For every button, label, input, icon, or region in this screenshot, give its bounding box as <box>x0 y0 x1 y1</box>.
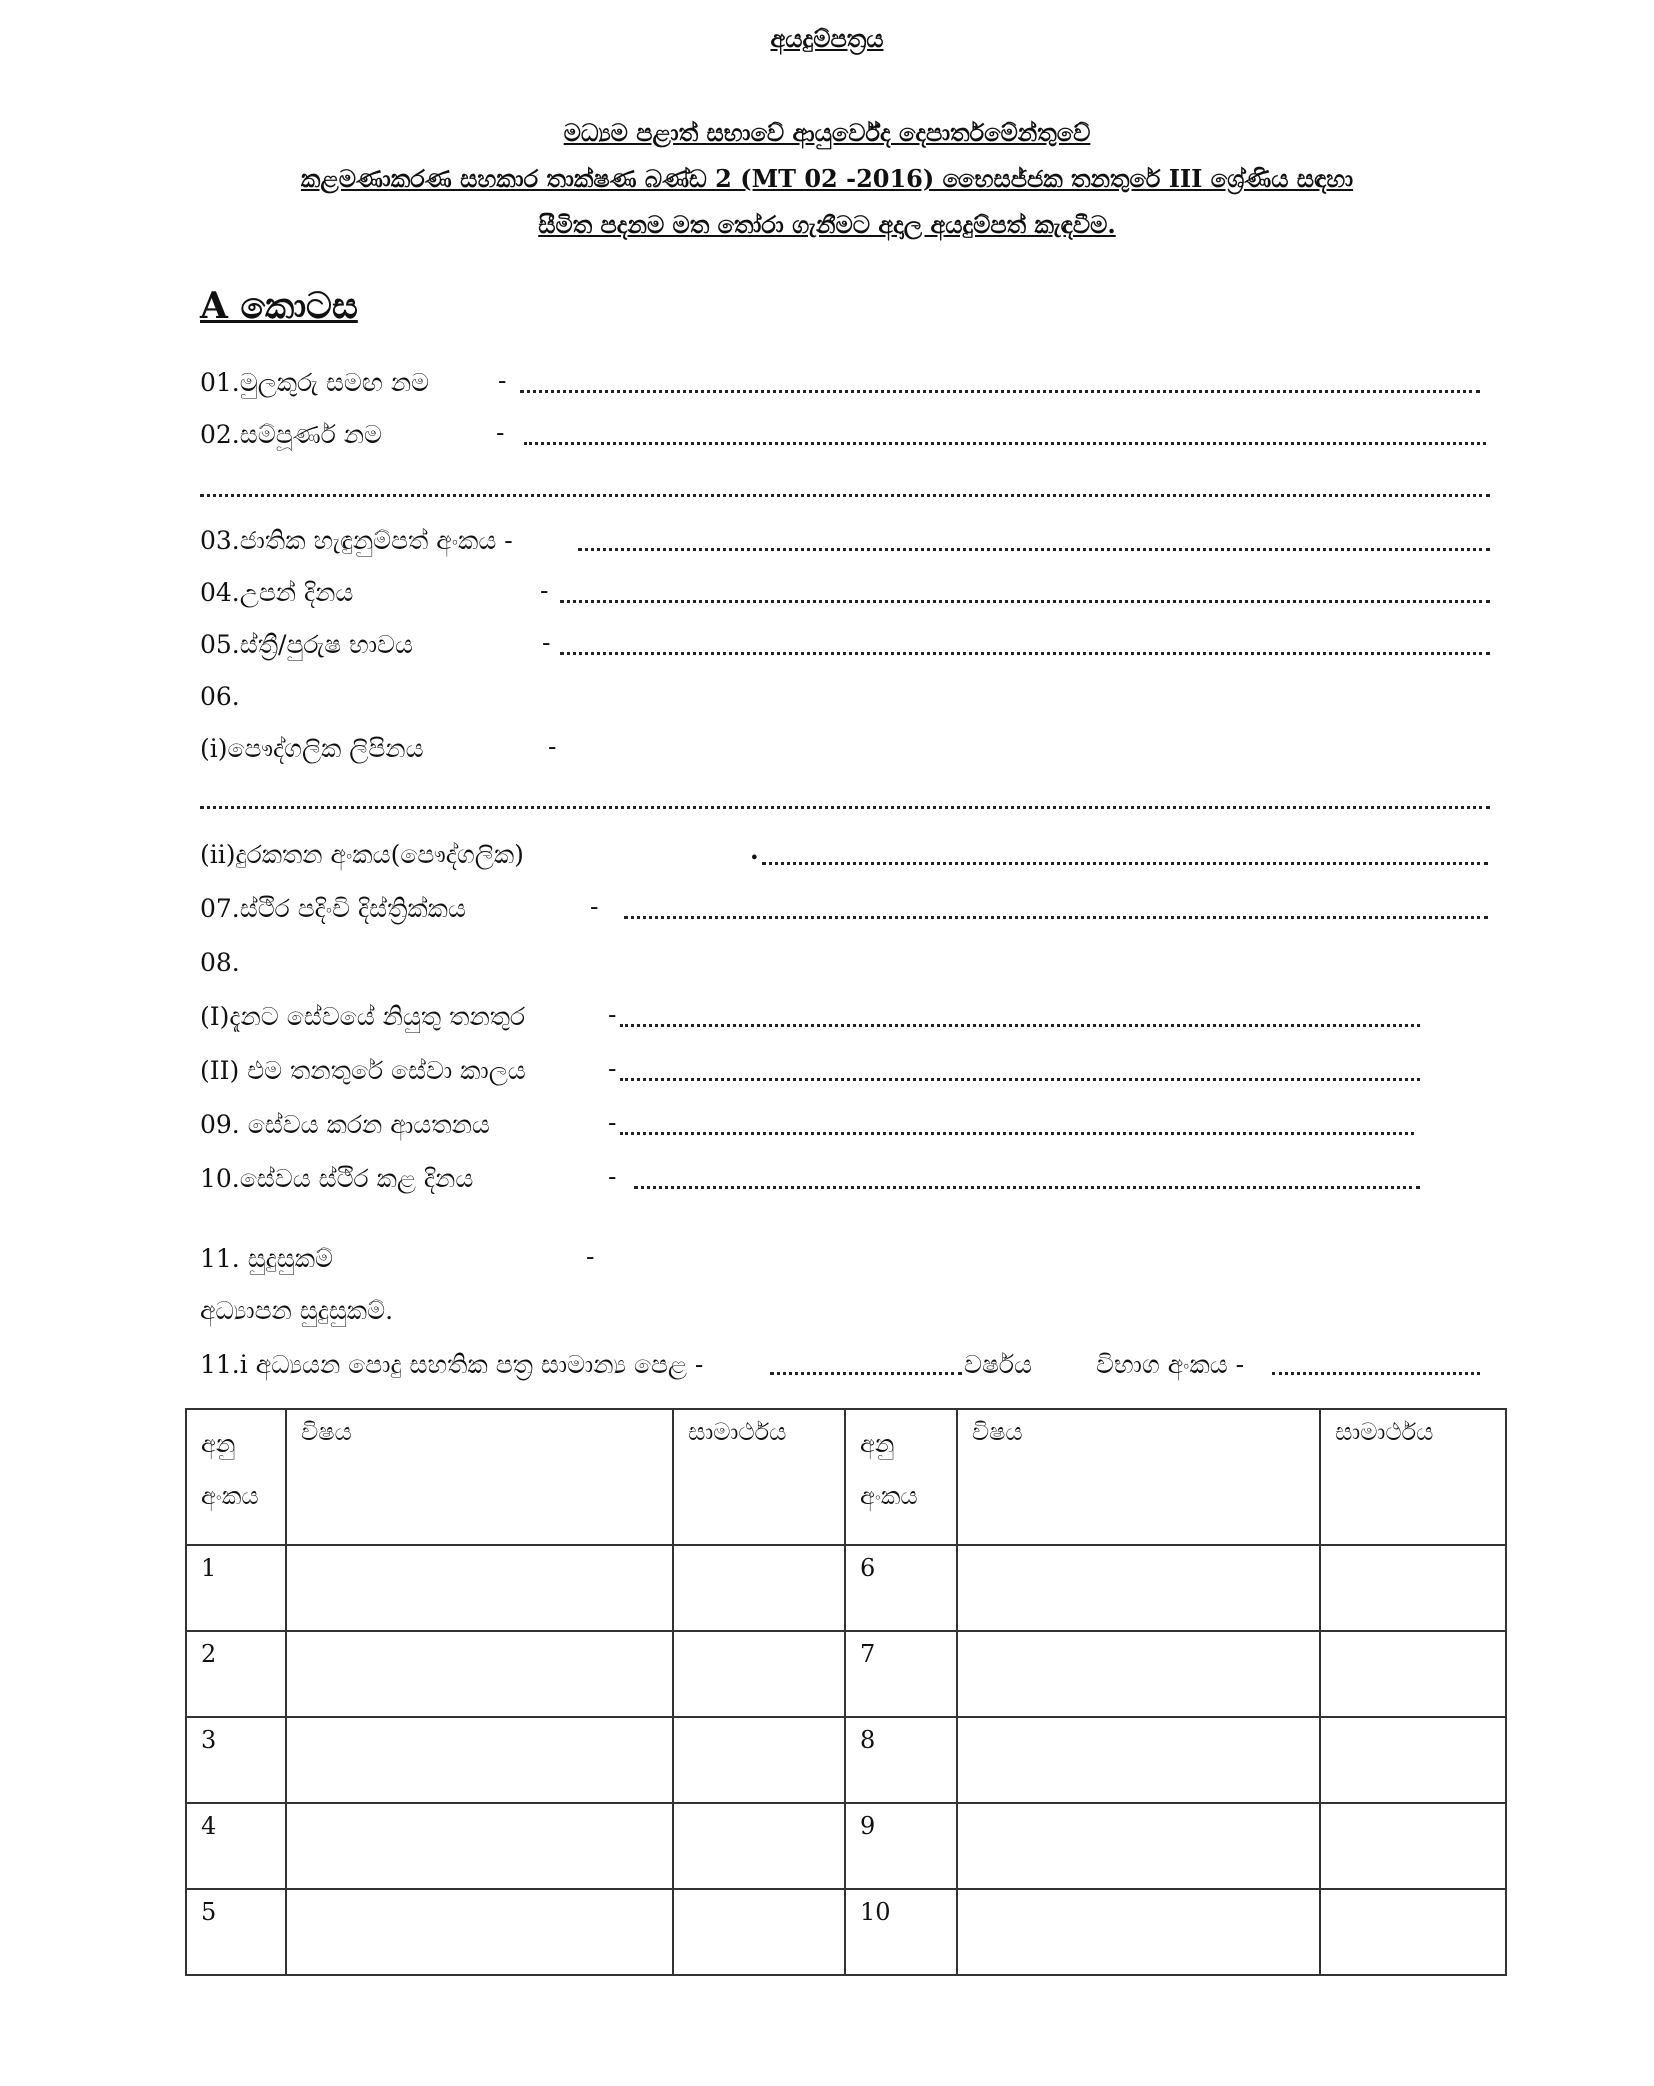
section-a-title: A කොටස <box>200 285 358 327</box>
year-input[interactable] <box>770 1372 962 1375</box>
field-09-input[interactable] <box>620 1132 1414 1135</box>
dash: - <box>608 1054 617 1083</box>
field-08i-input[interactable] <box>620 1024 1420 1027</box>
subject-cell[interactable] <box>957 1631 1320 1717</box>
table-row <box>186 1545 1506 1631</box>
row-number: 10 <box>845 1889 957 1975</box>
row-number: 9 <box>845 1803 957 1889</box>
dot-lead: . <box>750 836 759 865</box>
field-04-label: 04.උපන් දිනය <box>200 578 354 607</box>
col-header-grade: සාමාර්ථය <box>673 1409 845 1545</box>
subject-cell[interactable] <box>957 1803 1320 1889</box>
col-header-grade: සාමාර්ථය <box>1320 1409 1506 1545</box>
subject-cell[interactable] <box>286 1631 673 1717</box>
dash: - <box>496 418 505 447</box>
field-08ii-input[interactable] <box>620 1078 1420 1081</box>
field-10-input[interactable] <box>634 1186 1420 1189</box>
row-number: 2 <box>186 1631 286 1717</box>
subject-cell[interactable] <box>957 1889 1320 1975</box>
field-02-input-cont[interactable] <box>200 494 1490 497</box>
col-header-no: අනු අංකය <box>186 1409 286 1545</box>
field-06ii-input[interactable] <box>762 862 1488 865</box>
dash: - <box>586 1242 595 1271</box>
table-row <box>186 1631 1506 1717</box>
row-number: 3 <box>186 1717 286 1803</box>
header-line-1: මධ්‍යම පළාත් සභාවේ ආයුර්වේද දෙපාර්තමේන්තුවේ <box>563 118 1091 147</box>
field-08i-label: (I)දැනට සේවයේ නියුතු තනතුර <box>200 1002 526 1031</box>
results-table <box>185 1408 1507 1976</box>
grade-cell[interactable] <box>673 1803 845 1889</box>
field-11-label: 11. සුදුසුකම් <box>200 1244 334 1273</box>
field-08ii-label: (II) එම තනතුරේ සේවා කාලය <box>200 1056 526 1085</box>
field-07-input[interactable] <box>624 916 1488 919</box>
field-01-input[interactable] <box>520 390 1480 393</box>
row-number: 5 <box>186 1889 286 1975</box>
field-06i-input[interactable] <box>200 806 1490 809</box>
subject-cell[interactable] <box>957 1545 1320 1631</box>
form-title: අයදුම්පත්‍රය <box>770 24 884 53</box>
field-06i-label: (i)පෞද්ගලික ලිපිනය <box>200 734 424 763</box>
table-header-row <box>186 1409 1506 1545</box>
field-02-input[interactable] <box>524 442 1486 445</box>
dash: - <box>540 576 549 605</box>
exam-no-input[interactable] <box>1272 1372 1480 1375</box>
grade-cell[interactable] <box>1320 1631 1506 1717</box>
dash: - <box>608 1162 617 1191</box>
field-11-sub: අධ්‍යාපන සුදුසුකම්. <box>200 1296 394 1325</box>
dash: - <box>498 366 507 395</box>
subject-cell[interactable] <box>286 1803 673 1889</box>
field-10-label: 10.සේවය ස්ථිර කළ දිනය <box>200 1164 474 1193</box>
header-line-3: සීමිත පදනම මත තෝරා ගැනීමට අදාල අයදුම්පත් කැඳවීම. <box>538 210 1116 239</box>
field-03-label: 03.ජාතික හැඳුනුම්පත් අංකය - <box>200 526 513 555</box>
field-01-label: 01.මුලකුරු සමඟ නම <box>200 368 430 397</box>
exam-no-label: විභාග අංකය - <box>1096 1350 1245 1379</box>
field-09-label: 09. සේවය කරන ආයතනය <box>200 1110 490 1139</box>
row-number: 6 <box>845 1545 957 1631</box>
year-label: වර්ෂය <box>964 1350 1032 1379</box>
row-number: 7 <box>845 1631 957 1717</box>
field-05-input[interactable] <box>560 652 1490 655</box>
field-11i-label: 11.i අධ්‍යයන පොදු සහතික පත්‍ර සාමාන්‍ය පෙළ - <box>200 1350 704 1379</box>
field-06ii-label: (ii)දුරකතන අංකය(පෞද්ගලික) <box>200 840 524 869</box>
field-06-label: 06. <box>200 682 240 711</box>
grade-cell[interactable] <box>673 1545 845 1631</box>
grade-cell[interactable] <box>1320 1545 1506 1631</box>
header-line-2: කළමණාකරණ සහකාර තාක්ෂණ බණ්ඩ 2 (MT 02 -2016) භෛසජ්ජක තනතුරේ III ශ්‍රේණිය සඳහා <box>300 164 1354 193</box>
row-number: 1 <box>186 1545 286 1631</box>
row-number: 8 <box>845 1717 957 1803</box>
table-row <box>186 1803 1506 1889</box>
field-04-input[interactable] <box>560 600 1490 603</box>
subject-cell[interactable] <box>957 1717 1320 1803</box>
table-row <box>186 1717 1506 1803</box>
dash: - <box>608 1000 617 1029</box>
dash: - <box>608 1108 617 1137</box>
field-05-label: 05.ස්ත්‍රී/පුරුෂ භාවය <box>200 630 414 659</box>
grade-cell[interactable] <box>1320 1803 1506 1889</box>
subject-cell[interactable] <box>286 1717 673 1803</box>
grade-cell[interactable] <box>673 1717 845 1803</box>
subject-cell[interactable] <box>286 1889 673 1975</box>
grade-cell[interactable] <box>1320 1717 1506 1803</box>
field-02-label: 02.සම්පූර්ණ නම <box>200 420 383 449</box>
col-header-no: අනු අංකය <box>845 1409 957 1545</box>
field-08-label: 08. <box>200 948 240 977</box>
dash: - <box>542 628 551 657</box>
field-07-label: 07.ස්ථිර පදිංචි දිස්ත්‍රික්කය <box>200 894 466 923</box>
subject-cell[interactable] <box>286 1545 673 1631</box>
grade-cell[interactable] <box>673 1889 845 1975</box>
grade-cell[interactable] <box>1320 1889 1506 1975</box>
dash: - <box>548 732 557 761</box>
col-header-subject: විෂය <box>286 1409 673 1545</box>
grade-cell[interactable] <box>673 1631 845 1717</box>
dash: - <box>590 892 599 921</box>
field-03-input[interactable] <box>578 548 1490 551</box>
table-row <box>186 1889 1506 1975</box>
col-header-subject: විෂය <box>957 1409 1320 1545</box>
row-number: 4 <box>186 1803 286 1889</box>
